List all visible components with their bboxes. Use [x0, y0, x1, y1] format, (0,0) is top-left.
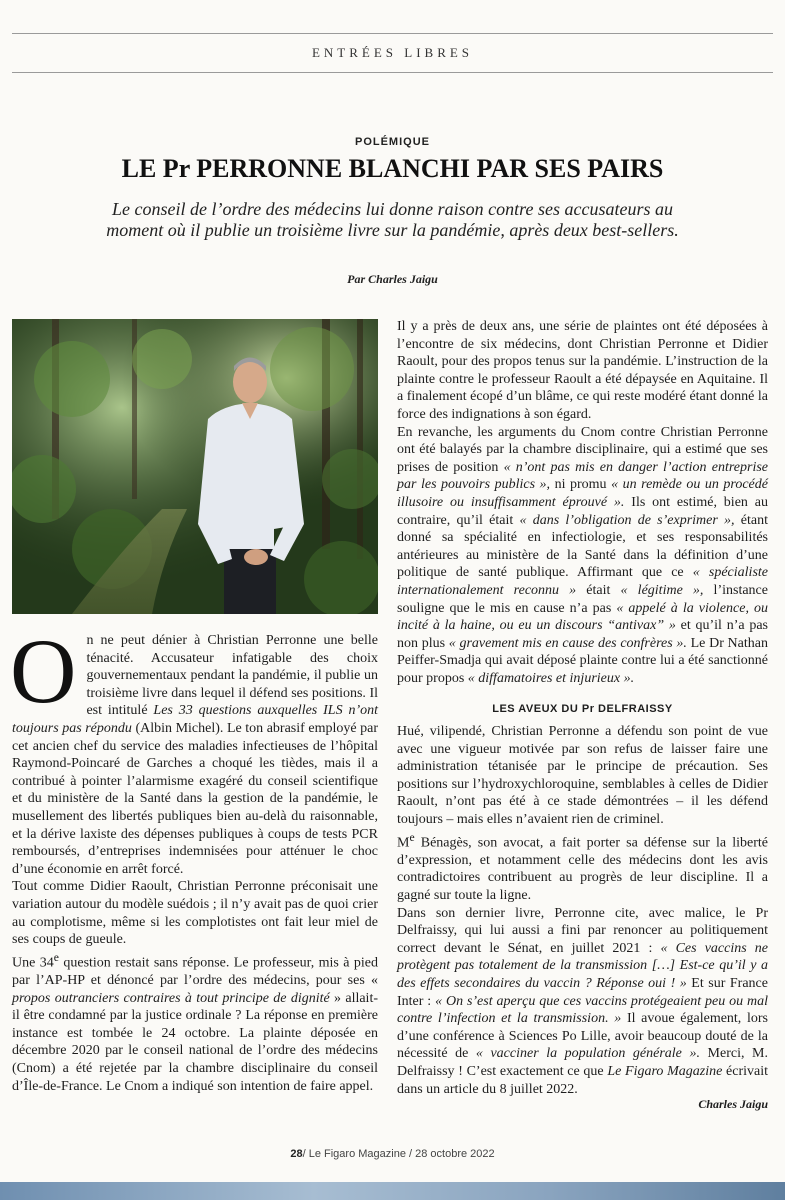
text-run: Bénagès, son avocat, a fait porter sa défense sur la liberté d’expression, et notamment celle des médecins dont les avis contradictoires contribuent au progrès de leur discipline. Il a gagné sur toute la ligne. — [397, 835, 768, 904]
text-run: Le Dr Nathan Peiffer-Smadja qui avait déposé plainte contre lui a été sanctionné pour propos — [397, 635, 768, 686]
rubric-label: POLÉMIQUE — [354, 136, 430, 148]
quote: « appelé à la violence, ou incité à la haine, ou eu un discours “antivax” » — [397, 600, 769, 634]
right-column — [397, 318, 768, 1114]
text-run: l’instance souligne que le mis en cause n’a pas — [397, 582, 768, 616]
portrait-in-forest-image — [12, 319, 378, 614]
article-photo — [12, 319, 378, 614]
superscript: e — [53, 950, 59, 964]
page-number: 28 — [290, 1148, 303, 1160]
screen-bottom-strip — [0, 1182, 785, 1200]
text-run: » allait-il être condamné par la justice ordinale ? La réponse en première instance est tombée le 24 octobre. La plainte déposée en décembre 2020 par le conseil national de l’ordre des médecins (Cnom) a été rejetée par la chambre disciplinaire du conseil d’Île-de-France. Le Cnom a indiqué son intention de faire appel. — [12, 990, 378, 1094]
section-header — [12, 33, 773, 73]
text-run: Merci, M. Delfraissy ! C’est exactement ce que — [397, 1046, 768, 1079]
text-run: Une 34 — [12, 955, 54, 971]
article-byline: Par Charles Jaigu — [347, 272, 438, 286]
footer-publication: / Le Figaro Magazine / 28 octobre 2022 — [302, 1148, 495, 1160]
magazine-title: Le Figaro Magazine — [607, 1064, 723, 1079]
text-run: était — [576, 582, 621, 598]
paragraph — [397, 829, 768, 905]
text-run: Il avoue également, lors d’une conférence à Sciences Po Lille, avoir beaucoup douté de la nécessité de — [397, 1011, 768, 1062]
article-standfirst: Le conseil de l’ordre des médecins lui donne raison contre ses accusateurs au moment où il publie un troisième livre sur la pandémie, après deux best-sellers. — [106, 199, 679, 240]
text-run: Ils ont estimé, bien au contraire, qu’il était — [397, 494, 768, 528]
paragraph: Tout comme Didier Raoult, Christian Perronne préconisait une variation autour du modèle suédois ; il n’y avait pas de quoi crier au complotisme, même si les complotistes ont fait leur miel de ses coups de gueule. — [12, 879, 378, 948]
left-column — [10, 620, 379, 1095]
quote: « n’ont pas mis en danger l’action entreprise par les pouvoirs publics », — [397, 459, 768, 493]
quote: « diffamatoires et injurieux ». — [467, 670, 635, 686]
quote: « Ces vaccins ne protègent pas totalement de la transmission […] Est-ce qu’il y a des effets secondaires du vaccin ? Réponse oui ! » — [397, 940, 768, 992]
superscript: e — [409, 830, 415, 844]
quote: « dans l’obligation de s’exprimer », — [519, 512, 735, 528]
paragraph: Il y a près de deux ans, une série de plaintes ont été déposées à l’encontre de six médecins, dont Christian Perronne et Didier Raoult, pour des propos tenus sur la pandémie. L’instruction de la plainte contre le professeur Raoult a été dépaysée en Aquitaine. Il a finalement écopé d’un blâme, ce qui reste modéré étant donné la force des indignations à son égard. — [397, 319, 768, 422]
text-run: écrivait dans un article du 8 juillet 2022. — [397, 1064, 768, 1097]
quote: « un remède ou un procédé illusoire ou insuffisamment éprouvé ». — [397, 477, 768, 510]
quote: « gravement mis en cause des confrères ». — [448, 635, 687, 651]
paragraph — [10, 620, 378, 878]
text-run: question restait sans réponse. Le professeur, mis à pied par l’AP-HP et dénoncé par l’ordre des médecins, pour ses « — [12, 955, 379, 988]
paragraph — [397, 905, 768, 1099]
text-run: ni promu — [550, 477, 612, 493]
quote: « légitime », — [620, 582, 704, 598]
section-name: ENTRÉES LIBRES — [311, 45, 474, 60]
drop-cap: O — [10, 620, 77, 722]
text-run: En revanche, les arguments du Cnom contre Christian Perronne ont été balayés par la chambre disciplinaire, qui a estimé que ses prises de position — [397, 424, 768, 475]
paragraph — [397, 424, 768, 688]
text-run: et qu’il n’a pas non plus — [397, 618, 768, 651]
article-headline: LE Pr PERRONNE BLANCHI PAR SES PAIRS — [121, 154, 664, 183]
text-run: M — [397, 835, 410, 851]
text-run: Et sur France Inter : — [397, 976, 768, 1009]
subheading: LES AVEUX DU Pr DELFRAISSY — [492, 703, 673, 716]
paragraph — [12, 949, 378, 1095]
text-run: Dans son dernier livre, Perronne cite, avec malice, le Pr Delfraissy, qui lui aussi a fini par renoncer au politiquement correct devant le Sénat, en juillet 2021 : — [397, 905, 768, 956]
quote: « spécialiste internationalement reconnu » — [397, 565, 768, 598]
paragraph: Hué, vilipendé, Christian Perronne a défendu son point de vue avec une vigueur motivée par son refus de laisser faire une administration tétanisée par le principe de précaution. Ses positions sur l’hydroxychloroquine, semblables à celles de Didier Raoult, n’ont pas été à ce stade démontrées – il les défend toujours – mais elles n’avaient rien de criminel. — [397, 724, 768, 828]
text-run: (Albin Michel). Le ton abrasif employé par cet ancien chef du service des maladies infectieuses de l’hôpital Raymond-Poincaré de Garches a choqué les tièdes, mais il a contribué à pointer l’alarmisme exagéré du conseil scientifique et du ministère de la Santé dans la gestion de la pandémie, le musellement des libertés publiques bien au-delà du raisonnable, et la dérive laxiste des dépenses publiques à coups de tests PCR remboursés, d’entreprises indemnisées pour atténuer le choc d’une économie en arrêt forcé. — [12, 720, 378, 877]
author-signature: Charles Jaigu — [698, 1097, 768, 1112]
quote: « On s’est aperçu que ces vaccins protégeaient peu ou mal contre l’infection et la transmission. » — [397, 993, 768, 1027]
quote: « vacciner la population générale ». — [475, 1046, 700, 1062]
page-footer — [0, 1148, 785, 1160]
quote: propos outranciers contraires à tout principe de dignité — [12, 990, 330, 1006]
book-title: Les 33 questions auxquelles ILS n’ont toujours pas répondu — [12, 703, 378, 736]
text-run: étant donné sa spécialité en infectiologie, et ses responsabilités antérieures au ministère de la Santé dans la définition d’une politique de santé publique. Affirmant que ce — [397, 512, 768, 581]
text-run: n ne peut dénier à Christian Perronne une belle ténacité. Accusateur infatigable des choix gouvernementaux pendant la pandémie, il publie un troisième livre dans lequel il défend ses positions. Il est intitulé — [86, 633, 378, 719]
